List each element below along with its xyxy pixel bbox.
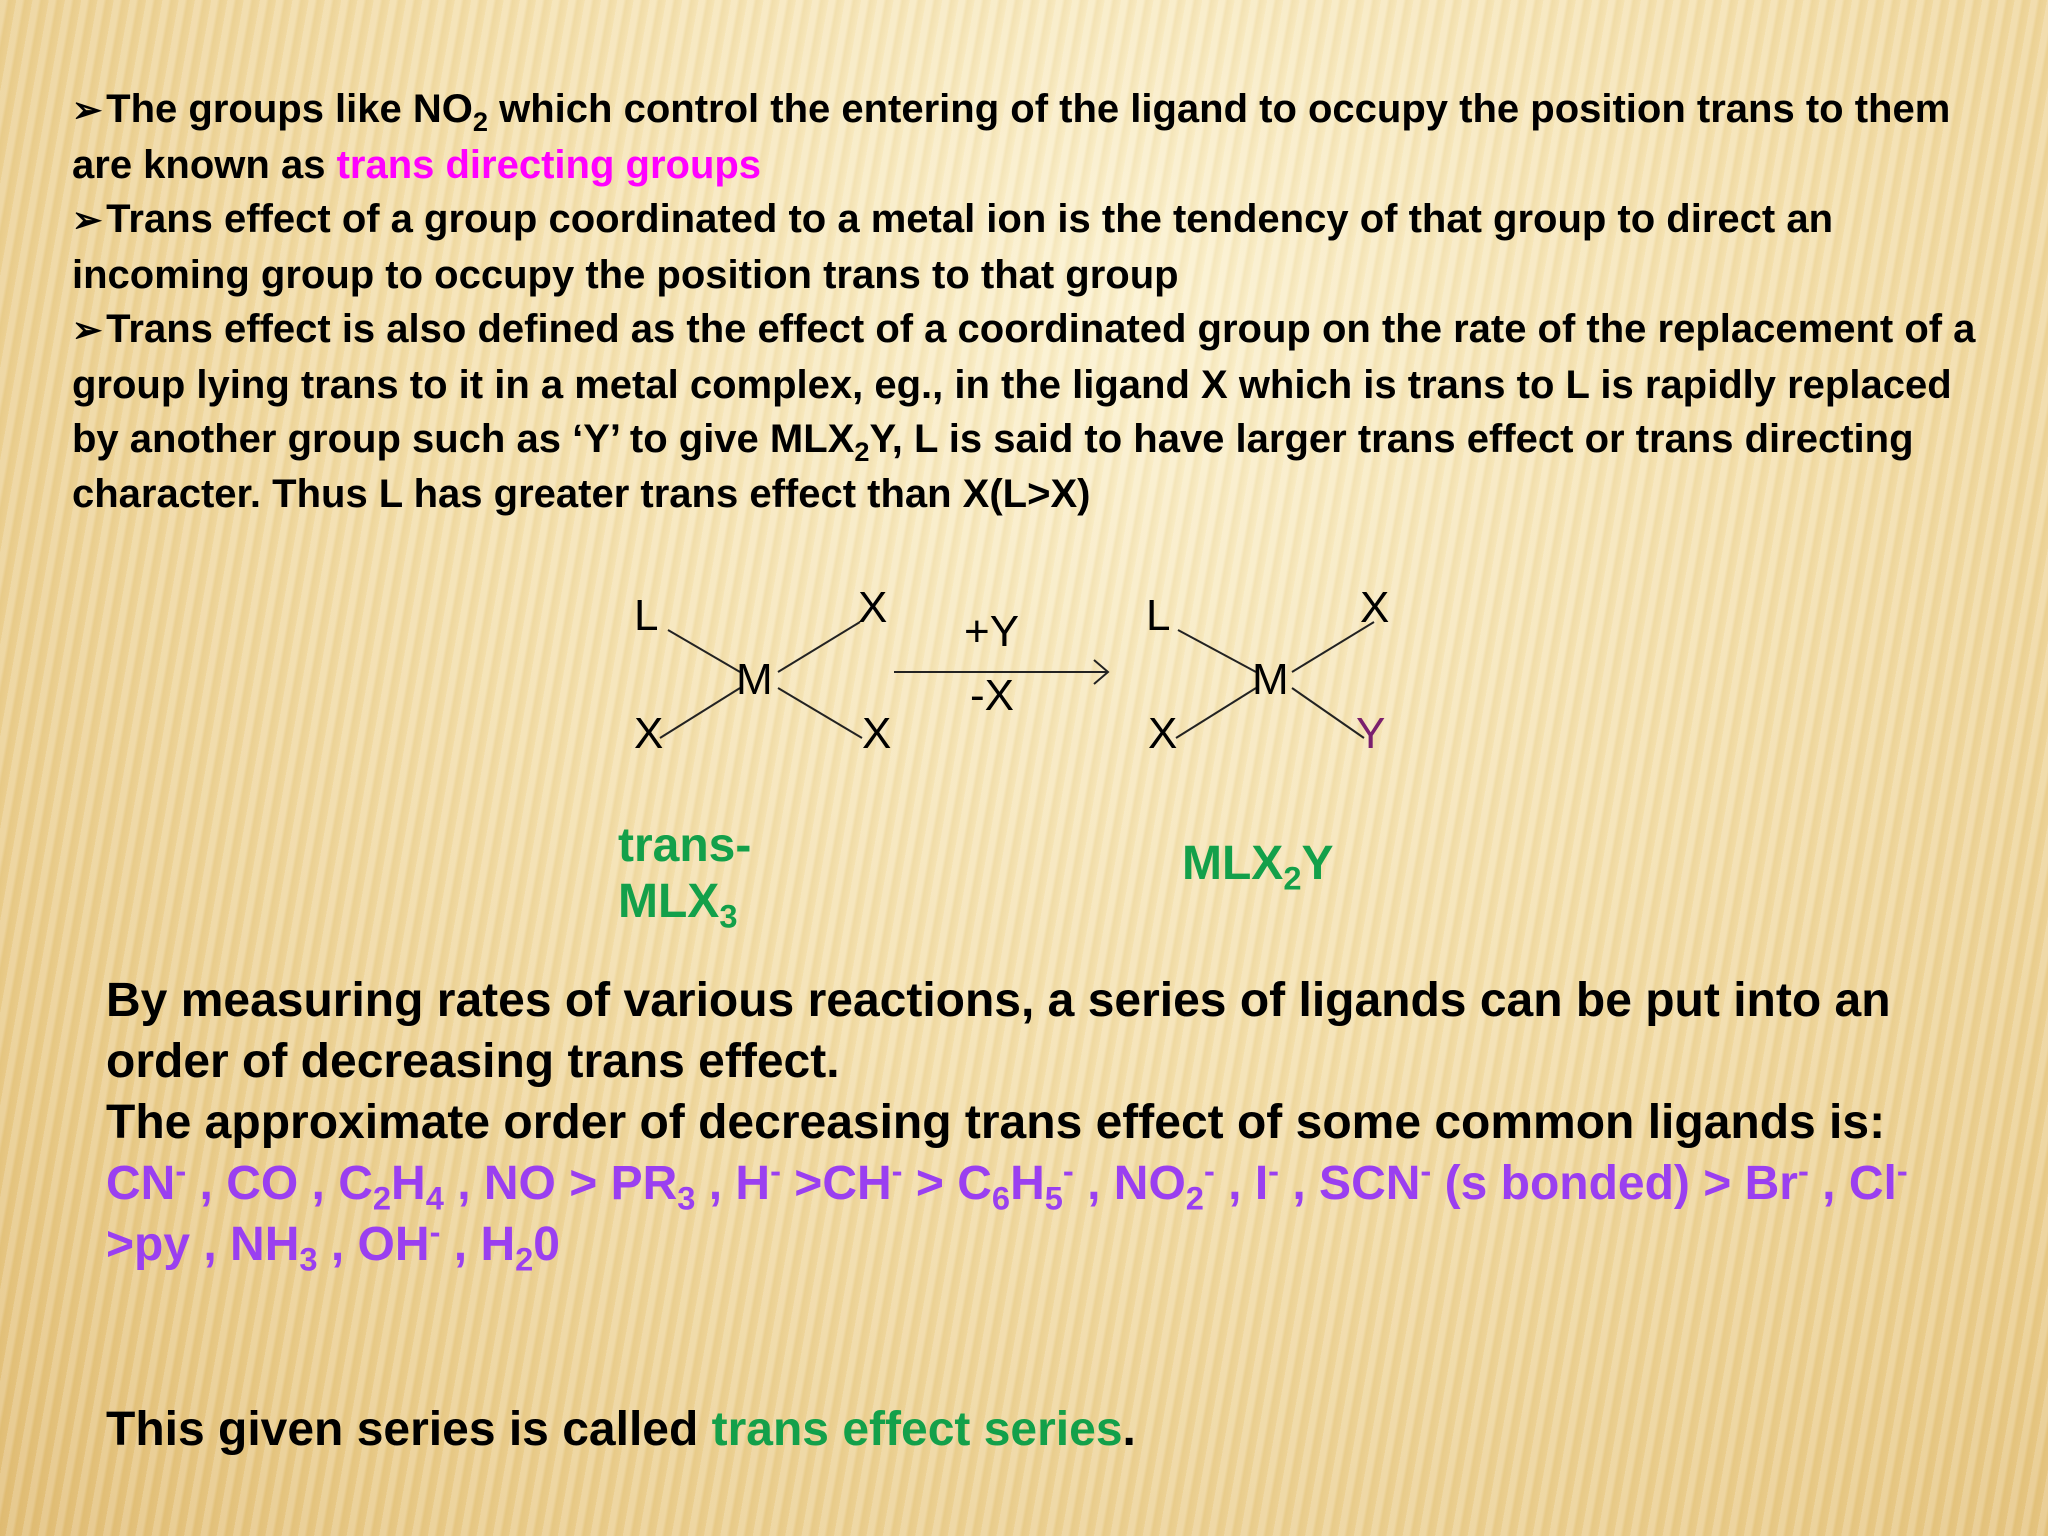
series-fragment: - xyxy=(175,1152,187,1189)
series-fragment: 6 xyxy=(991,1179,1011,1217)
arrow-label-add-Y: +Y xyxy=(964,607,1020,656)
series-fragment: - xyxy=(1797,1152,1809,1189)
series-fragment: >CH xyxy=(780,1157,892,1210)
series-fragment: 2 xyxy=(1185,1179,1204,1217)
series-fragment: , I xyxy=(1214,1157,1269,1210)
series-fragment: - xyxy=(770,1152,781,1189)
closing-sentence xyxy=(106,1400,1136,1460)
series-fragment: 3 xyxy=(299,1240,318,1278)
subscript: 2 xyxy=(472,106,489,137)
atom-X: X xyxy=(1148,709,1178,758)
reaction-diagram xyxy=(600,580,1420,780)
series-fragment: >py , NH xyxy=(106,1218,300,1271)
series-fragment: , Cl xyxy=(1808,1157,1897,1210)
subscript: 2 xyxy=(854,436,870,467)
arrow-label-remove-X: -X xyxy=(970,671,1014,720)
bullet-text: which control the entering of the ligand to occupy the position trans to them are known as xyxy=(72,87,1951,187)
series-fragment: - xyxy=(429,1213,441,1250)
label-text: MLX xyxy=(618,875,720,928)
series-fragment: - xyxy=(1268,1152,1280,1189)
series-fragment: , SCN xyxy=(1279,1157,1421,1210)
label-text: MLX xyxy=(1182,837,1284,890)
trans-effect-series-formula xyxy=(106,1152,1986,1278)
series-fragment: , NO xyxy=(1073,1157,1186,1210)
bullet-trans-directing-groups xyxy=(72,82,1992,192)
series-fragment: , H xyxy=(440,1218,516,1271)
bullet-text: Trans effect of a group coordinated to a metal ion is the tendency of that group to direct an incoming group to occupy the position trans to that group xyxy=(72,197,1834,297)
series-fragment: , OH xyxy=(317,1218,430,1271)
atom-X: X xyxy=(862,709,892,758)
arrow-bullet-icon: ➢ xyxy=(72,89,103,130)
paragraph-measuring-rates: By measuring rates of various reactions, a series of ligands can be put into an order of decreasing trans effect. xyxy=(106,974,1891,1088)
atom-X: X xyxy=(1360,583,1390,632)
series-fragment: H xyxy=(1010,1157,1045,1210)
label-line: trans- xyxy=(618,819,752,872)
label-text: Y xyxy=(1301,837,1334,890)
bullet-text: Trans effect is also defined as the effect of a coordinated group on the rate of the replacement of a group lying trans to it in a metal complex, eg., in the ligand X which is trans to L is rapidly replaced by another group such as ‘Y’ to give MLX xyxy=(72,307,1976,461)
label-MLX2Y xyxy=(1182,836,1334,897)
arrow-bullet-icon: ➢ xyxy=(72,199,103,240)
subscript: 3 xyxy=(719,897,738,935)
subscript: 2 xyxy=(1283,859,1302,897)
bullet-trans-effect-rate xyxy=(72,302,1992,521)
series-fragment: 2 xyxy=(515,1240,534,1278)
atom-L: L xyxy=(1146,591,1171,640)
atom-X: X xyxy=(858,583,888,632)
bullet-trans-effect-definition xyxy=(72,192,1992,302)
highlight-trans-effect-series: trans effect series xyxy=(711,1403,1123,1456)
bullet-text: The groups like NO xyxy=(106,87,473,131)
closing-text: This given series is called xyxy=(106,1403,712,1456)
series-fragment: H xyxy=(391,1157,426,1210)
highlight-trans-directing-groups: trans directing groups xyxy=(336,142,762,187)
series-fragment: - xyxy=(1203,1152,1215,1189)
series-fragment: CN xyxy=(106,1157,176,1210)
paragraph-approximate-order: The approximate order of decreasing trans effect of some common ligands is: xyxy=(106,1096,1886,1149)
series-fragment: - xyxy=(1896,1152,1908,1189)
atom-M: M xyxy=(1252,655,1289,704)
closing-period: . xyxy=(1122,1403,1136,1456)
atom-X: X xyxy=(634,709,664,758)
label-line xyxy=(618,874,751,935)
label-trans-MLX3 xyxy=(618,818,752,935)
series-fragment: - xyxy=(891,1152,903,1189)
series-fragment: , CO , C xyxy=(186,1157,373,1210)
series-fragment: 5 xyxy=(1044,1179,1063,1217)
bullet-text: Y, L is said to have larger trans effect or trans directing character. Thus L has greater trans effect than X(L>X) xyxy=(72,417,1914,516)
series-explanation xyxy=(106,970,1986,1278)
series-fragment: - xyxy=(1062,1152,1074,1189)
atom-L: L xyxy=(634,591,659,640)
series-fragment: 4 xyxy=(425,1179,444,1217)
series-fragment: 2 xyxy=(372,1179,392,1217)
series-fragment: , NO > PR xyxy=(443,1157,678,1210)
series-fragment: 0 xyxy=(533,1218,560,1271)
definition-bullets xyxy=(72,82,1992,521)
atom-M: M xyxy=(736,655,773,704)
series-fragment: , H xyxy=(695,1157,771,1210)
series-fragment: - xyxy=(1420,1152,1432,1189)
series-fragment: 3 xyxy=(677,1179,696,1217)
atom-Y: Y xyxy=(1356,709,1386,758)
series-fragment: > C xyxy=(902,1157,992,1210)
arrow-bullet-icon: ➢ xyxy=(72,309,103,350)
series-fragment: (s bonded) > Br xyxy=(1431,1157,1798,1210)
